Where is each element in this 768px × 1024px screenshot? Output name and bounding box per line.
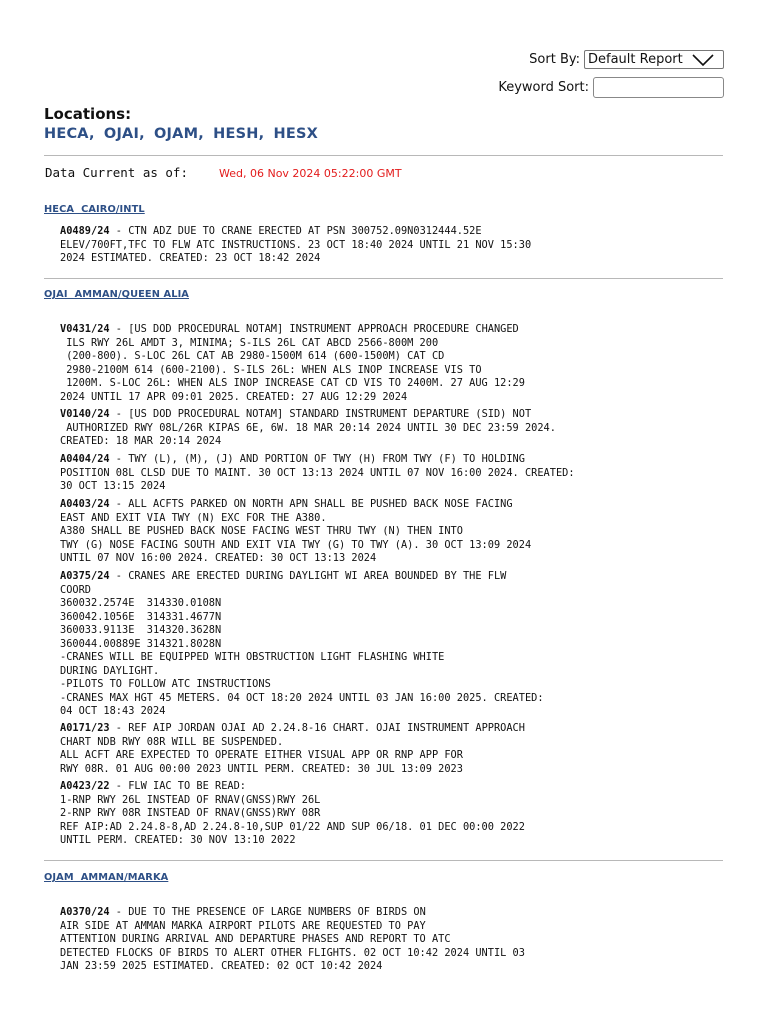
keyword-sort-row: [0, 76, 724, 98]
notam-a0370-24: A0370/24 - DUE TO THE PRESENCE OF LARGE NUMBERS OF BIRDS ON AIR SIDE AT AMMAN MARKA AIRPORT PILOTS ARE REQUESTED TO PAY ATTENTION DURING ARRIVAL AND DEPARTURE PHASES AND REPORT TO ATC DETECTED FLOCKS OF BIRDS TO ALERT OTHER FLIGHTS. 02 OCT 10:42 2024 UNTIL 03 JAN 23:59 2025 ESTIMATED. CREATED: 02 OCT 10:42 2024: [60, 906, 525, 972]
keyword-sort-input[interactable]: [593, 77, 724, 98]
notam-a0423-22: A0423/22 - FLW IAC TO BE READ: 1-RNP RWY 26L INSTEAD OF RNAV(GNSS)RWY 26L 2-RNP RWY 08R INSTEAD OF RNAV(GNSS)RWY 08R REF AIP:AD 2.24.8-8,AD 2.24.8-10,SUP 01/22 AND SUP 06/18. 01 DEC 00:00 2022 UNTIL PERM. CREATED: 30 NOV 13:10 2022: [60, 780, 525, 846]
section-link-ojai[interactable]: OJAI AMMAN/QUEEN ALIA: [44, 289, 189, 300]
sort-by-row: [0, 48, 724, 70]
section-link-heca[interactable]: HECA CAIRO/INTL: [44, 204, 145, 215]
notam-id: V0431/24: [60, 323, 110, 335]
notam-id: A0375/24: [60, 570, 110, 582]
sort-by-value: Default Report: [588, 51, 683, 67]
sort-by-label: Sort By:: [529, 51, 580, 67]
notam-id: V0140/24: [60, 408, 110, 420]
notam-a0171-23: A0171/23 - REF AIP JORDAN OJAI AD 2.24.8-16 CHART. OJAI INSTRUMENT APPROACH CHART NDB RWY 08R WILL BE SUSPENDED. ALL ACFT ARE EXPECTED TO OPERATE EITHER VISUAL APP OR RNP APP FOR RWY 08R. 01 AUG 00:00 2023 UNTIL PERM. CREATED: 30 JUL 13:09 2023: [60, 722, 525, 775]
locations-list: HECA, OJAI, OJAM, HESH, HESX: [44, 126, 318, 142]
locations-title: Locations:: [44, 105, 132, 123]
notam-id: A0403/24: [60, 498, 110, 510]
data-current-timestamp: Wed, 06 Nov 2024 05:22:00 GMT: [219, 167, 402, 180]
notam-a0404-24: A0404/24 - TWY (L), (M), (J) AND PORTION OF TWY (H) FROM TWY (F) TO HOLDING POSITION 08L CLSD DUE TO MAINT. 30 OCT 13:13 2024 UNTIL 07 NOV 16:00 2024. CREATED: 30 OCT 13:15 2024: [60, 453, 575, 492]
chevron-down-icon: [691, 52, 715, 68]
notam-v0140-24: V0140/24 - [US DOD PROCEDURAL NOTAM] STANDARD INSTRUMENT DEPARTURE (SID) NOT AUTHORIZED RWY 08L/26R KIPAS 6E, 6W. 18 MAR 20:14 2024 UNTIL 30 DEC 23:59 2024. CREATED: 18 MAR 20:14 2024: [60, 408, 556, 447]
sort-by-select[interactable]: [584, 50, 724, 69]
notam-id: A0489/24: [60, 225, 110, 237]
notam-a0403-24: A0403/24 - ALL ACFTS PARKED ON NORTH APN SHALL BE PUSHED BACK NOSE FACING EAST AND EXIT VIA TWY (N) EXC FOR THE A380. A380 SHALL BE PUSHED BACK NOSE FACING WEST THRU TWY (N) THEN INTO TWY (G) NOSE FACING SOUTH AND EXIT VIA TWY (G) TO TWY (A). 30 OCT 13:09 2024 UNTIL 07 NOV 16:00 2024. CREATED: 30 OCT 13:13 2024: [60, 498, 532, 564]
section-link-ojam[interactable]: OJAM AMMAN/MARKA: [44, 872, 169, 883]
data-current-label: Data Current as of:: [45, 165, 188, 180]
divider: [44, 278, 723, 279]
keyword-sort-label: Keyword Sort:: [498, 79, 589, 95]
notam-id: A0370/24: [60, 906, 110, 918]
divider: [44, 860, 723, 861]
notam-id: A0171/23: [60, 722, 110, 734]
notam-id: A0423/22: [60, 780, 110, 792]
notam-a0489-24: A0489/24 - CTN ADZ DUE TO CRANE ERECTED AT PSN 300752.09N0312444.52E ELEV/700FT,TFC TO FLW ATC INSTRUCTIONS. 23 OCT 18:40 2024 UNTIL 21 NOV 15:30 2024 ESTIMATED. CREATED: 23 OCT 18:42 2024: [60, 225, 532, 264]
notam-a0375-24: A0375/24 - CRANES ARE ERECTED DURING DAYLIGHT WI AREA BOUNDED BY THE FLW COORD 360032.2574E 314330.0108N 360042.1056E 314331.4677N 360033.9113E 314320.3628N 360044.00889E 314321.8028N -CRANES WILL BE EQUIPPED WITH OBSTRUCTION LIGHT FLASHING WHITE DURING DAYLIGHT. -PILOTS TO FOLLOW ATC INSTRUCTIONS -CRANES MAX HGT 45 METERS. 04 OCT 18:20 2024 UNTIL 03 JAN 16:00 2025. CREATED: 04 OCT 18:43 2024: [60, 570, 544, 717]
divider: [44, 155, 723, 156]
notam-v0431-24: V0431/24 - [US DOD PROCEDURAL NOTAM] INSTRUMENT APPROACH PROCEDURE CHANGED ILS RWY 26L AMDT 3, MINIMA; S-ILS 26L CAT ABCD 2566-800M 200 (200-800). S-LOC 26L CAT AB 2980-1500M 614 (600-1500M) CAT CD 2980-2100M 614 (600-2100). S-ILS 26L: WHEN ALS INOP INCREASE VIS TO 1200M. S-LOC 26L: WHEN ALS INOP INCREASE CAT CD VIS TO 2400M. 27 AUG 12:29 2024 UNTIL 17 APR 09:01 2025. CREATED: 27 AUG 12:29 2024: [60, 323, 525, 403]
notam-id: A0404/24: [60, 453, 110, 465]
